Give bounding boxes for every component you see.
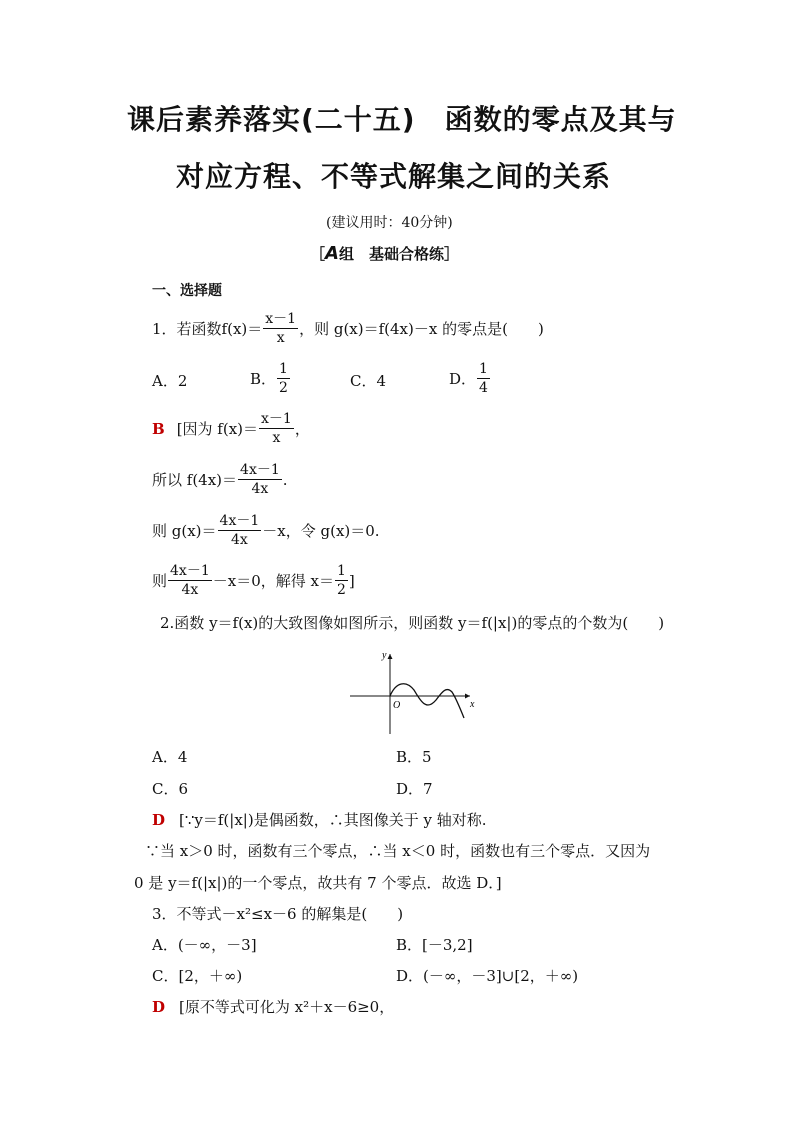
q2-stem: 2.函数 y＝f(x)的大致图像如图所示，则函数 y＝f(|x|)的零点的个数为( ): [160, 614, 665, 632]
q1-option-b-den: 2: [279, 380, 288, 396]
q1-sol4-num: 4x－1: [170, 563, 210, 579]
y-axis-label: y: [382, 650, 387, 661]
q1-sol4-den2: 2: [336, 582, 346, 598]
q1-sol4-fraction-2: [335, 562, 348, 599]
y-axis-arrow: [388, 654, 393, 659]
q1-solution-line-2: [152, 461, 288, 498]
q1-sol3-suffix: －x，令 g(x)＝0.: [262, 522, 380, 540]
group-letter: A: [325, 243, 339, 264]
q2-option-d: D．7: [396, 780, 433, 798]
q1-sol1-suffix: ，: [294, 420, 310, 438]
q2-option-a: A．4: [152, 748, 188, 766]
q2-answer: D: [152, 810, 166, 829]
q1-sol4-prefix: 则: [152, 572, 168, 590]
q1-option-a: A．2: [152, 372, 188, 390]
suggested-time: (建议用时：40分钟): [326, 215, 453, 231]
q2-option-c: C．6: [152, 780, 189, 798]
q1-sol3-num: 4x－1: [219, 513, 260, 529]
title-line-2: 对应方程、不等式解集之间的关系: [176, 160, 612, 193]
q1-sol4-den: 4x: [181, 582, 199, 598]
bracket-close: ］: [443, 245, 459, 263]
q2-sol1: [∵y＝f(|x|)是偶函数，∴其图像关于 y 轴对称.: [179, 811, 487, 829]
q1-solution-line-4: [152, 562, 355, 599]
group-label: 组 基础合格练: [338, 245, 444, 263]
q1-option-b: [250, 360, 291, 397]
q1-fx: f(x)＝: [221, 320, 263, 338]
q3-option-a: A．(－∞，－3]: [152, 936, 257, 954]
group-heading: [310, 243, 459, 264]
x-axis-label: x: [470, 699, 475, 710]
q1-sol4-num2: 1: [336, 563, 346, 579]
q3-option-c: C．[2，＋∞): [152, 967, 243, 985]
x-axis-arrow: [465, 694, 470, 699]
q1-option-d-fraction: [477, 360, 490, 397]
q1-sol3-prefix: 则 g(x)＝: [152, 522, 217, 540]
q2-solution-line-2: ∵当 x＞0 时，函数有三个零点，∴当 x＜0 时，函数也有三个零点．又因为: [145, 842, 651, 860]
q1-sol4-suffix: ]: [348, 571, 355, 590]
q1-option-b-num: 1: [279, 361, 288, 377]
q3-solution-line-1: [152, 996, 394, 1017]
title-line-1: 课后素养落实(二十五) 函数的零点及其与: [127, 103, 677, 136]
q1-sol2-fraction: [238, 461, 282, 498]
q1-suffix: ，则 g(x)＝f(4x)－x 的零点是( ): [299, 320, 544, 338]
q1-sol3-den: 4x: [231, 532, 248, 548]
q3-sol1: [原不等式可化为 x²＋x－6≥0，: [179, 998, 395, 1016]
q1-option-d-den: 4: [479, 380, 488, 396]
q1-sol2-num: 4x－1: [240, 462, 280, 478]
q1-sol1-prefix: [因为 f(x)＝: [176, 420, 259, 438]
q2-function-graph: [346, 648, 476, 734]
q3-option-d: D．(－∞，－3]∪[2，＋∞): [396, 967, 579, 985]
q1-fraction: [263, 310, 298, 347]
q1-prefix: 1．若函数: [152, 320, 222, 338]
q1-option-b-label: B．: [250, 370, 277, 388]
q3-stem: 3．不等式－x²≤x－6 的解集是( ): [152, 905, 404, 923]
q1-sol2-prefix: 所以 f(4x)＝: [152, 471, 238, 489]
q1-solution-line-3: [152, 512, 380, 549]
q1-sol4-fraction: [168, 562, 212, 599]
q1-option-d: [449, 360, 491, 397]
curve: [390, 684, 464, 718]
q1-sol1-den: x: [272, 430, 281, 446]
bracket-open: ［: [310, 245, 326, 263]
q2-solution-line-3: 0 是 y＝f(|x|)的一个零点，故共有 7 个零点．故选 D．]: [134, 874, 502, 892]
q1-frac-den: x: [276, 330, 285, 346]
q3-option-b: B．[－3,2]: [396, 936, 473, 954]
q1-option-d-label: D．: [449, 370, 477, 388]
section-heading: 一、选择题: [152, 283, 222, 299]
q2-solution-line-1: [152, 809, 487, 830]
q1-sol2-suffix: .: [282, 470, 288, 489]
q1-option-b-fraction: [277, 360, 290, 397]
q2-option-b: B．5: [396, 748, 432, 766]
q1-answer: B: [152, 419, 165, 438]
q1-sol2-den: 4x: [251, 481, 269, 497]
q1-sol1-fraction: [259, 410, 294, 447]
q1-sol4-mid: －x＝0，解得 x＝: [212, 572, 334, 590]
q1-solution-line-1: [152, 410, 310, 447]
q1-option-d-num: 1: [479, 361, 488, 377]
q3-answer: D: [152, 997, 166, 1016]
q1-sol3-fraction: [218, 512, 262, 549]
q1-frac-num: x－1: [265, 311, 297, 327]
q1-stem: [152, 310, 544, 347]
q1-option-c: C．4: [350, 372, 387, 390]
origin-label: O: [393, 700, 401, 711]
q1-sol1-num: x－1: [261, 411, 292, 427]
